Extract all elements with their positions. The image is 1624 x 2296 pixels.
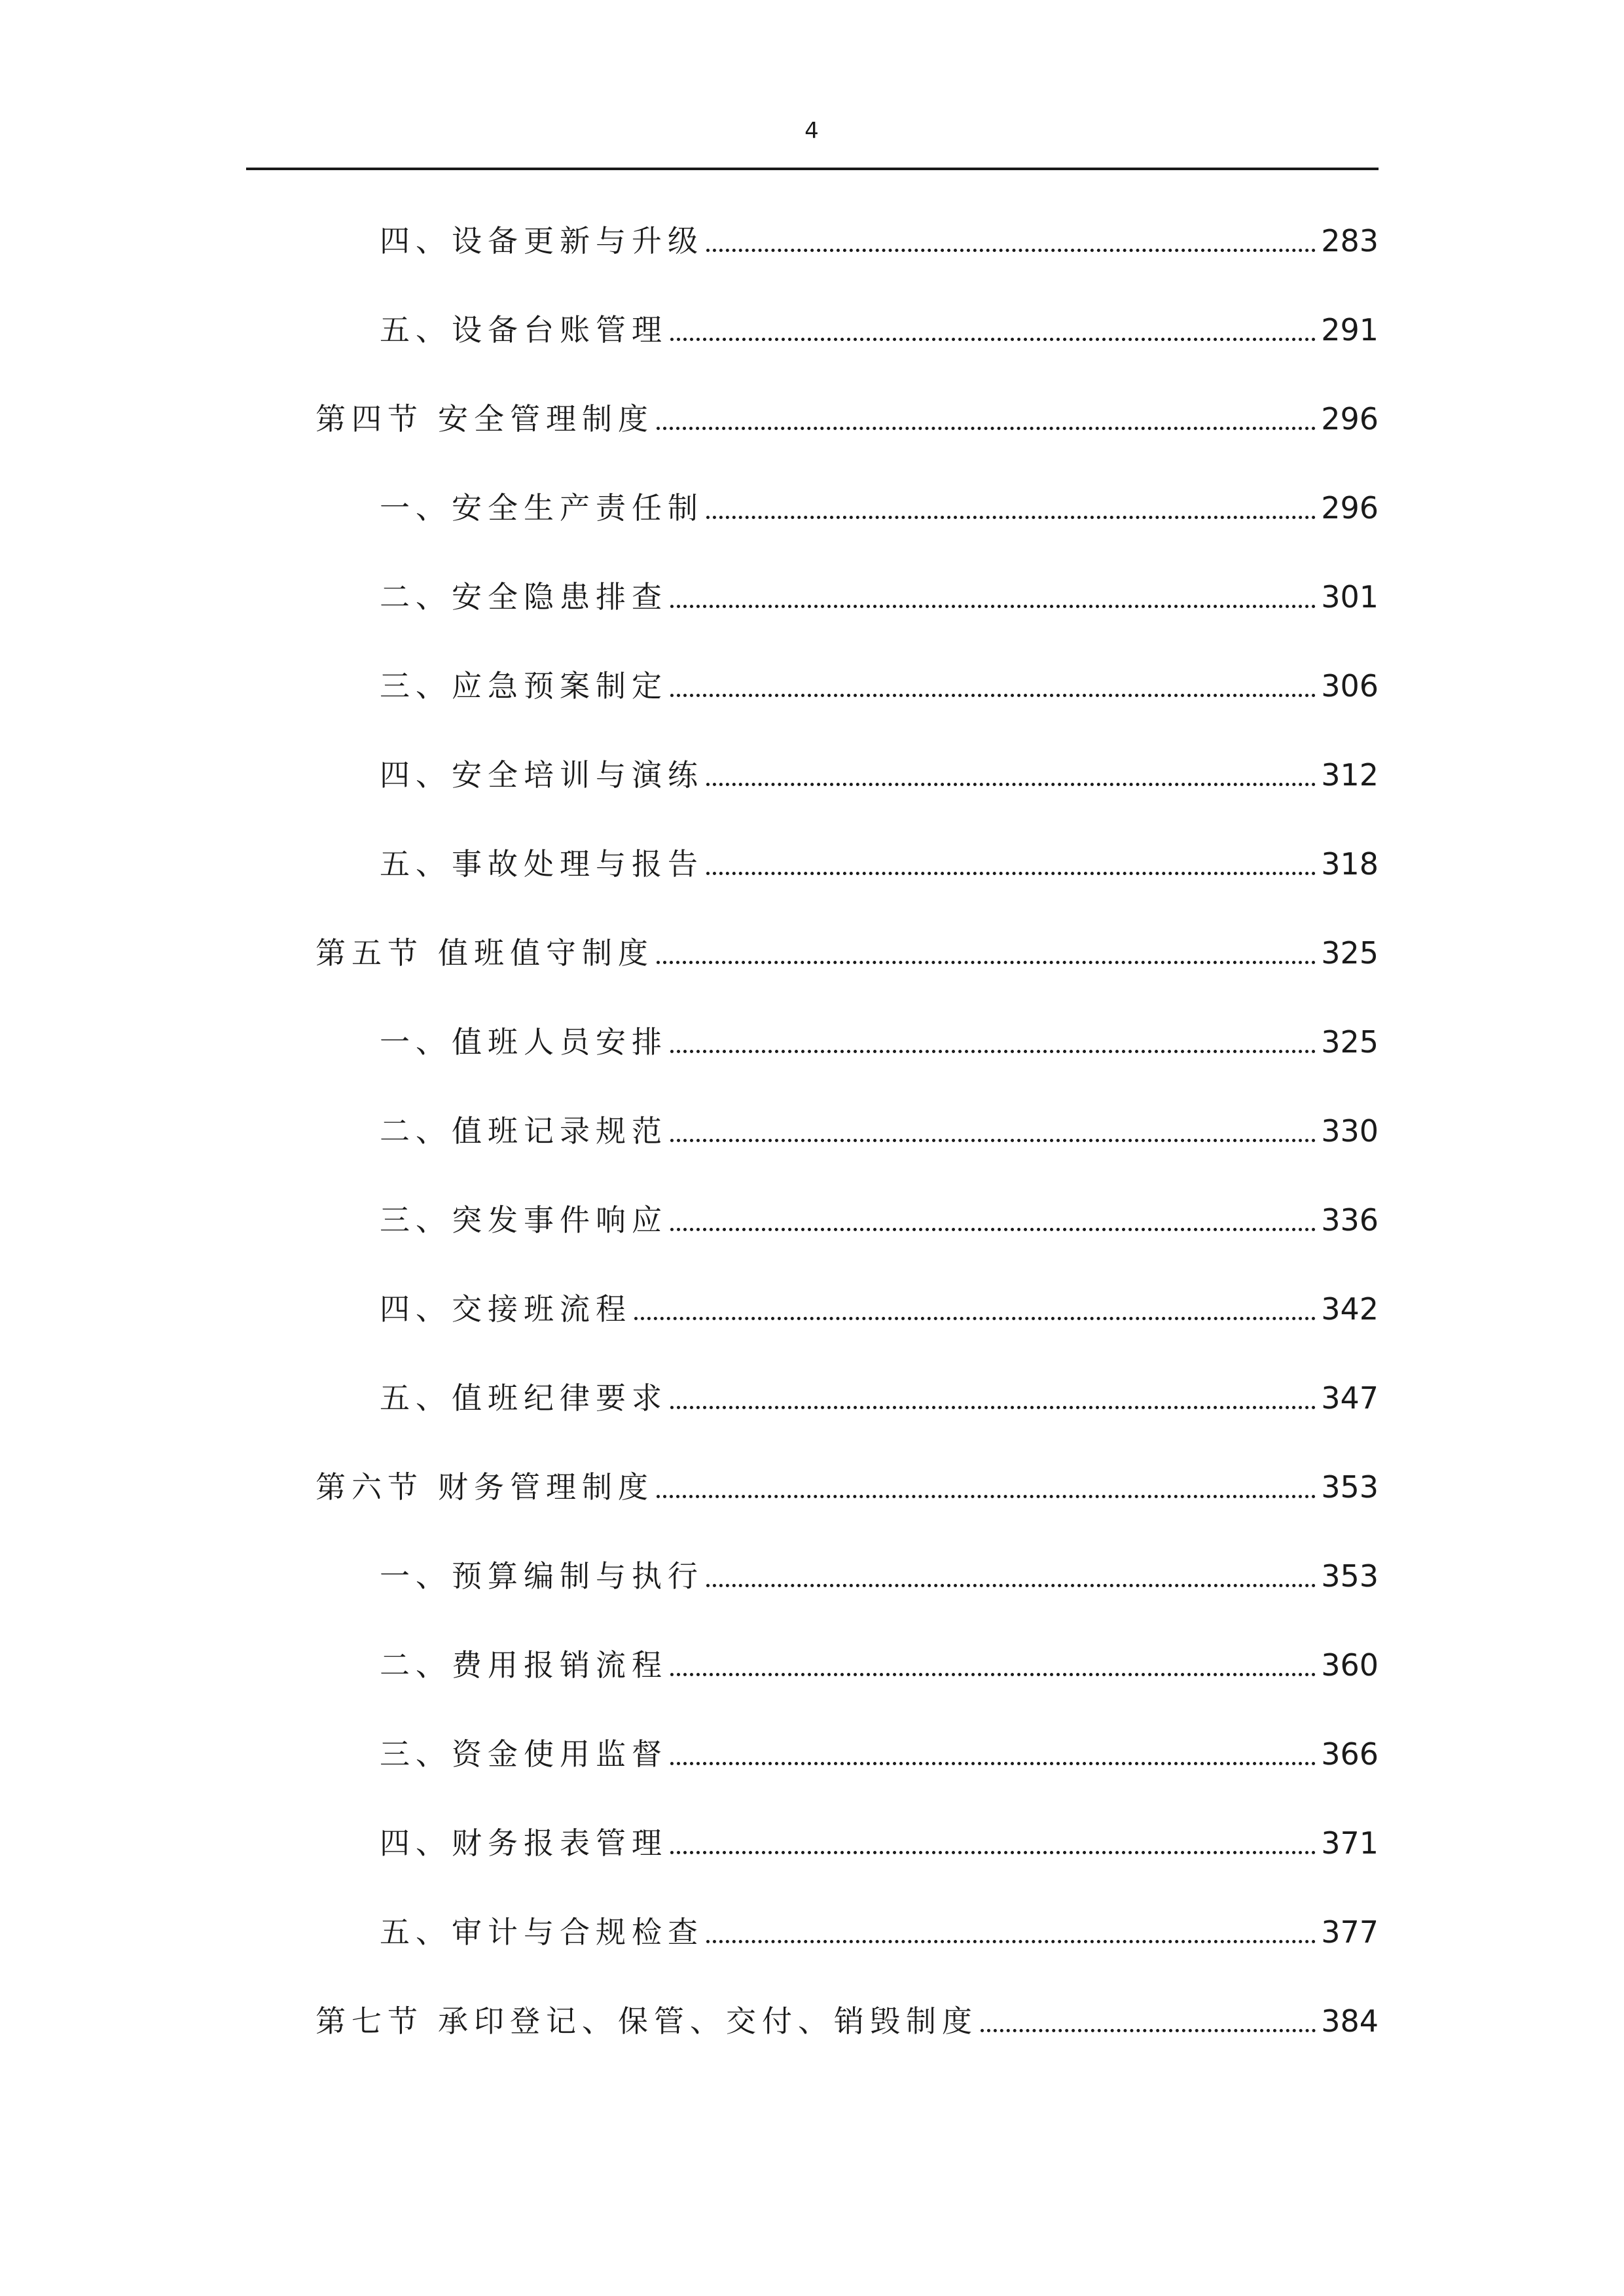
toc-entry-title	[316, 399, 654, 439]
toc-entry-title: 四、交接班流程	[380, 1291, 632, 1327]
toc-subsection-entry[interactable]	[0, 819, 1624, 908]
toc-page-number: 353	[1321, 1558, 1379, 1594]
toc-entry-title: 五、设备台账管理	[380, 312, 668, 348]
toc-dot-leader	[670, 1851, 1316, 1854]
toc-page-number: 296	[1321, 401, 1379, 437]
toc-section-number: 第六节	[316, 1469, 424, 1505]
toc-page-number: 347	[1321, 1380, 1379, 1416]
toc-page-number: 291	[1321, 312, 1379, 348]
toc-subsection-entry[interactable]	[0, 997, 1624, 1086]
toc-dot-leader	[670, 1673, 1316, 1676]
toc-dot-leader	[706, 872, 1316, 875]
toc-section-title: 安全管理制度	[438, 401, 654, 437]
toc-subsection-entry[interactable]	[0, 1621, 1624, 1710]
toc-subsection-entry[interactable]	[0, 285, 1624, 374]
toc-dot-leader	[657, 961, 1316, 964]
toc-entry-title	[316, 1467, 654, 1507]
toc-entry-title: 二、费用报销流程	[380, 1647, 668, 1683]
toc-dot-leader	[706, 516, 1316, 519]
toc-subsection-entry[interactable]	[0, 1354, 1624, 1443]
toc-dot-leader	[706, 249, 1316, 252]
toc-section-entry[interactable]	[0, 1443, 1624, 1532]
toc-page-number: 384	[1321, 2003, 1379, 2039]
toc-page-number: 296	[1321, 490, 1379, 526]
toc-dot-leader	[657, 427, 1316, 430]
toc-subsection-entry[interactable]	[0, 196, 1624, 285]
toc-dot-leader	[634, 1317, 1316, 1320]
toc-page-number: 377	[1321, 1914, 1379, 1950]
toc-entry-title: 四、设备更新与升级	[380, 223, 704, 259]
toc-page-number: 353	[1321, 1469, 1379, 1505]
toc-entry-title: 一、预算编制与执行	[380, 1558, 704, 1594]
toc-subsection-entry[interactable]	[0, 1175, 1624, 1265]
toc-section-title: 财务管理制度	[438, 1469, 654, 1505]
toc-page-number: 312	[1321, 757, 1379, 793]
toc-subsection-entry[interactable]	[0, 463, 1624, 552]
toc-section-number: 第七节	[316, 2003, 424, 2039]
toc-dot-leader	[706, 783, 1316, 786]
toc-dot-leader	[706, 1584, 1316, 1587]
toc-page-number: 301	[1321, 579, 1379, 615]
toc-entry-title: 一、安全生产责任制	[380, 490, 704, 526]
toc-dot-leader	[706, 1940, 1316, 1943]
toc-page-number: 336	[1321, 1202, 1379, 1238]
toc-entry-title: 四、财务报表管理	[380, 1825, 668, 1861]
toc-page-number: 371	[1321, 1825, 1379, 1861]
table-of-contents	[0, 196, 1624, 2066]
toc-entry-title: 二、安全隐患排查	[380, 579, 668, 615]
toc-section-number: 第五节	[316, 935, 424, 971]
toc-dot-leader	[670, 1762, 1316, 1765]
toc-page-number: 330	[1321, 1113, 1379, 1149]
toc-dot-leader	[670, 694, 1316, 697]
toc-page-number: 360	[1321, 1647, 1379, 1683]
toc-subsection-entry[interactable]	[0, 1888, 1624, 1977]
toc-dot-leader	[670, 338, 1316, 341]
toc-page-number: 283	[1321, 223, 1379, 259]
toc-entry-title: 五、审计与合规检查	[380, 1914, 704, 1950]
toc-dot-leader	[670, 1139, 1316, 1142]
toc-page-number: 325	[1321, 935, 1379, 971]
toc-subsection-entry[interactable]	[0, 552, 1624, 641]
toc-entry-title: 三、突发事件响应	[380, 1202, 668, 1238]
toc-entry-title	[316, 933, 654, 973]
toc-entry-title: 二、值班记录规范	[380, 1113, 668, 1149]
toc-dot-leader	[670, 1050, 1316, 1053]
toc-entry-title: 一、值班人员安排	[380, 1024, 668, 1060]
toc-entry-title: 三、应急预案制定	[380, 668, 668, 704]
toc-page-number: 306	[1321, 668, 1379, 704]
toc-subsection-entry[interactable]	[0, 1799, 1624, 1888]
toc-subsection-entry[interactable]	[0, 1710, 1624, 1799]
toc-subsection-entry[interactable]	[0, 730, 1624, 819]
toc-subsection-entry[interactable]	[0, 1265, 1624, 1354]
toc-page-number: 318	[1321, 846, 1379, 882]
toc-dot-leader	[670, 1228, 1316, 1231]
toc-section-entry[interactable]	[0, 908, 1624, 997]
toc-section-entry[interactable]	[0, 1977, 1624, 2066]
toc-entry-title: 三、资金使用监督	[380, 1736, 668, 1772]
toc-page-number: 325	[1321, 1024, 1379, 1060]
toc-dot-leader	[670, 1406, 1316, 1409]
toc-dot-leader	[657, 1495, 1316, 1498]
header-divider	[246, 168, 1379, 170]
toc-entry-title	[316, 2001, 978, 2041]
toc-page-number: 366	[1321, 1736, 1379, 1772]
toc-subsection-entry[interactable]	[0, 641, 1624, 730]
toc-dot-leader	[670, 605, 1316, 608]
toc-entry-title: 四、安全培训与演练	[380, 757, 704, 793]
toc-section-number: 第四节	[316, 401, 424, 437]
page-number: 4	[804, 118, 820, 144]
toc-section-title: 承印登记、保管、交付、销毁制度	[438, 2003, 978, 2039]
toc-entry-title: 五、事故处理与报告	[380, 846, 704, 882]
toc-section-entry[interactable]	[0, 374, 1624, 463]
toc-dot-leader	[981, 2029, 1316, 2032]
toc-entry-title: 五、值班纪律要求	[380, 1380, 668, 1416]
toc-subsection-entry[interactable]	[0, 1086, 1624, 1175]
toc-section-title: 值班值守制度	[438, 935, 654, 971]
toc-page-number: 342	[1321, 1291, 1379, 1327]
toc-subsection-entry[interactable]	[0, 1532, 1624, 1621]
